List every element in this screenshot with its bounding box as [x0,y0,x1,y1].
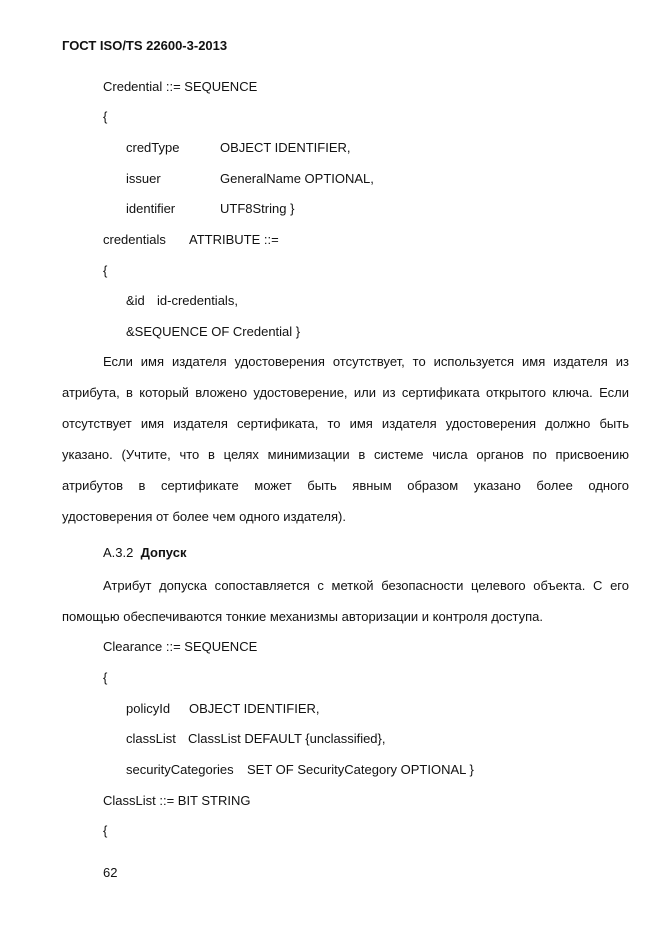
field-name: identifier [126,201,176,216]
paragraph-line: Атрибут допуска сопоставляется с меткой безопасности целевого объекта. С его [103,578,629,593]
field-classlist [126,731,386,747]
document-header: ГОСТ ISO/TS 22600-3-2013 [62,38,228,53]
field-type: SET OF SecurityCategory OPTIONAL } [247,762,474,777]
section-title: Допуск [140,545,187,560]
section-number: А.3.2 [103,545,134,560]
id-value: id-credentials, [157,293,238,308]
sequence-of-line: &SEQUENCE OF Credential } [126,324,301,339]
field-policyid [126,701,320,717]
open-brace: { [103,263,108,278]
classlist-bitstring-line: ClassList ::= BIT STRING [103,793,251,808]
field-name: issuer [126,171,161,186]
open-brace: { [103,109,108,124]
attribute-name: credentials [103,232,166,247]
field-type: OBJECT IDENTIFIER, [220,140,351,155]
page-number: 62 [103,865,118,880]
field-name: classList [126,731,176,746]
field-credtype [126,140,351,156]
field-type: GeneralName OPTIONAL, [220,171,374,186]
field-type: UTF8String } [220,201,295,216]
id-line [126,293,238,309]
paragraph-line: удостоверения от более чем одного издателя). [62,509,346,524]
field-name: securityCategories [126,762,234,777]
field-type: ClassList DEFAULT {unclassified}, [188,731,386,746]
id-key: &id [126,293,145,308]
field-name: policyId [126,701,171,716]
field-type: OBJECT IDENTIFIER, [189,701,320,716]
section-heading [103,545,186,561]
field-identifier [126,201,294,217]
paragraph-line: атрибутов в сертификате может быть явным образом указано более одного [62,478,629,493]
open-brace: { [103,670,108,685]
field-name: credType [126,140,180,155]
paragraph-line: отсутствует имя издателя сертификата, то имя издателя удостоверения должно быть [62,416,629,431]
credentials-attribute-line [103,232,279,248]
paragraph-line: Если имя издателя удостоверения отсутствует, то используется имя издателя из [103,354,629,369]
paragraph-line: помощью обеспечиваются тонкие механизмы авторизации и контроля доступа. [62,609,544,624]
clearance-sequence-line: Clearance ::= SEQUENCE [103,639,258,654]
field-issuer [126,171,374,187]
paragraph-line: указано. (Учтите, что в целях минимизации в системе числа органов по присвоению [62,447,629,462]
attribute-value: ATTRIBUTE ::= [189,232,279,247]
paragraph-line: атрибута, в который вложено удостоверение, или из сертификата открытого ключа. Если [62,385,629,400]
credential-sequence-line: Credential ::= SEQUENCE [103,79,258,94]
open-brace: { [103,823,108,838]
field-securitycategories [126,762,474,778]
